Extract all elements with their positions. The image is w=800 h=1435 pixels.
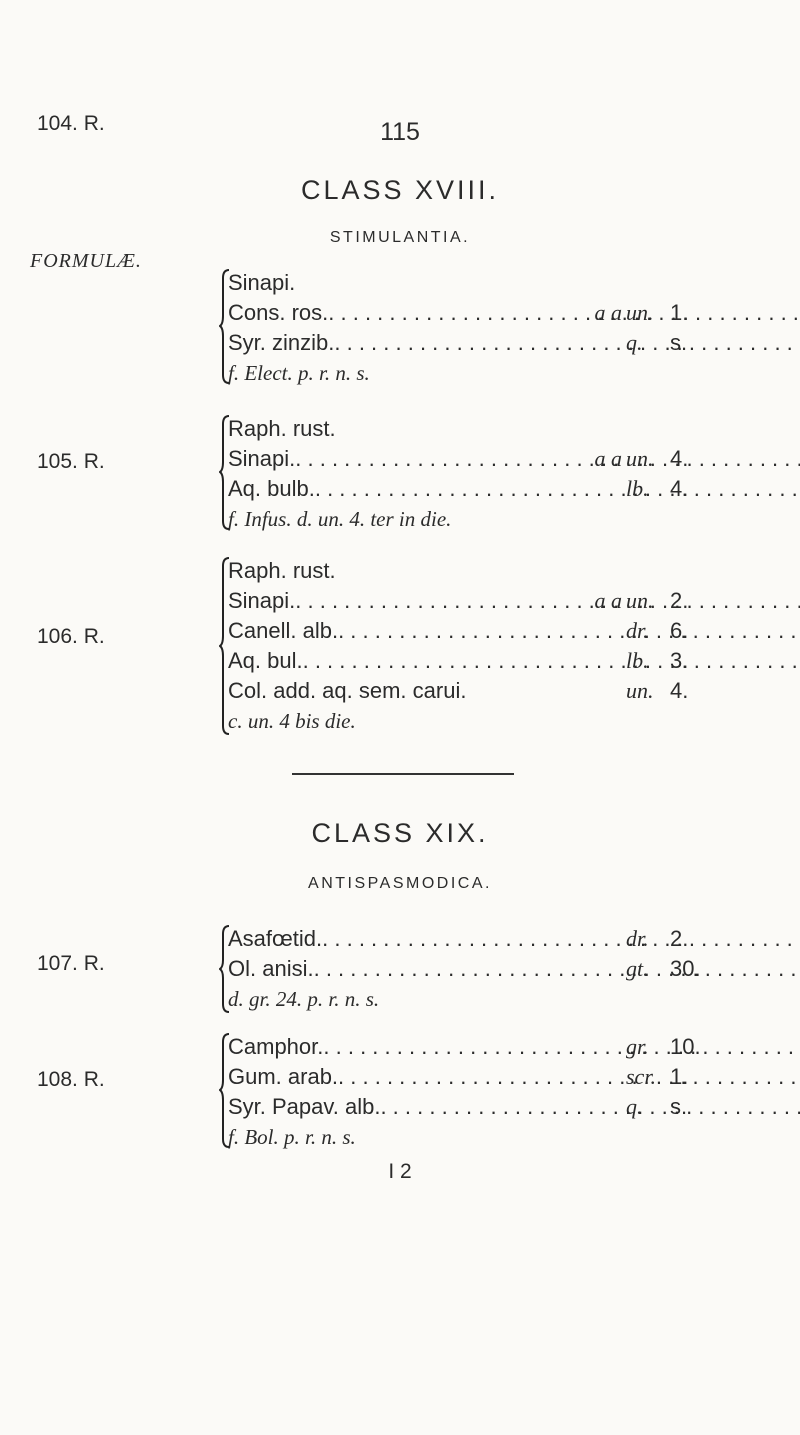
class-18-subtitle: STIMULANTIA. xyxy=(329,229,471,246)
recipe-note: f. Bol. p. r. n. s. xyxy=(228,1125,356,1149)
recipe-line: Ol. anisi. gt. 30. . . . xyxy=(228,954,736,984)
recipe-line: Camphor. gr. 10. . . . xyxy=(228,1032,736,1062)
recipe-line: Asafœtid. dr. 2. . . . xyxy=(228,924,736,954)
recipe-line: Col. add. aq. sem. carui. un. 4. xyxy=(228,678,689,703)
recipe-line: Sinapi. un. 4. a a . . . xyxy=(228,444,736,474)
recipe-number: 107. R. xyxy=(37,952,105,975)
recipe-line: Raph. rust. xyxy=(228,558,336,583)
recipe-line: Raph. rust. xyxy=(228,416,336,441)
recipe-number: 108. R. xyxy=(37,1068,105,1091)
recipe-line: Sinapi. un. 2. a a . . . xyxy=(228,586,736,616)
recipe-line: Cons. ros. un. 1. a a . . . xyxy=(228,298,736,328)
recipe-line: Syr. Papav. alb. q. s. . . . xyxy=(228,1092,736,1122)
class-19-subtitle: ANTISPASMODICA. xyxy=(308,875,492,892)
recipe-note: f. Infus. d. un. 4. ter in die. xyxy=(228,507,452,531)
page-number: 115 xyxy=(380,118,420,146)
recipe-line: Aq. bulb. lb. 4. . . . xyxy=(228,474,736,504)
class-18-title: CLASS XVIII. xyxy=(300,175,500,205)
section-divider xyxy=(292,773,514,775)
signature-mark: I 2 xyxy=(388,1160,412,1183)
recipe-line: Sinapi. xyxy=(228,270,296,295)
recipe-number: 105. R. xyxy=(37,450,105,473)
recipe-line: Aq. bul. lb. 3. . . . xyxy=(228,646,736,676)
recipe-number: 104. R. xyxy=(37,112,105,135)
class-19-title: CLASS XIX. xyxy=(311,818,489,848)
formulae-label: FORMULÆ. xyxy=(30,250,142,272)
recipe-note: d. gr. 24. p. r. n. s. xyxy=(228,987,380,1011)
recipe-line: Gum. arab. scr. 1. . . . xyxy=(228,1062,736,1092)
recipe-note: c. un. 4 bis die. xyxy=(228,709,356,733)
recipe-number: 106. R. xyxy=(37,625,105,648)
recipe-line: Syr. zinzib. q. s. . . . xyxy=(228,328,736,358)
recipe-line: Canell. alb. dr. 6. . . . xyxy=(228,616,736,646)
recipe-note: f. Elect. p. r. n. s. xyxy=(228,361,370,385)
